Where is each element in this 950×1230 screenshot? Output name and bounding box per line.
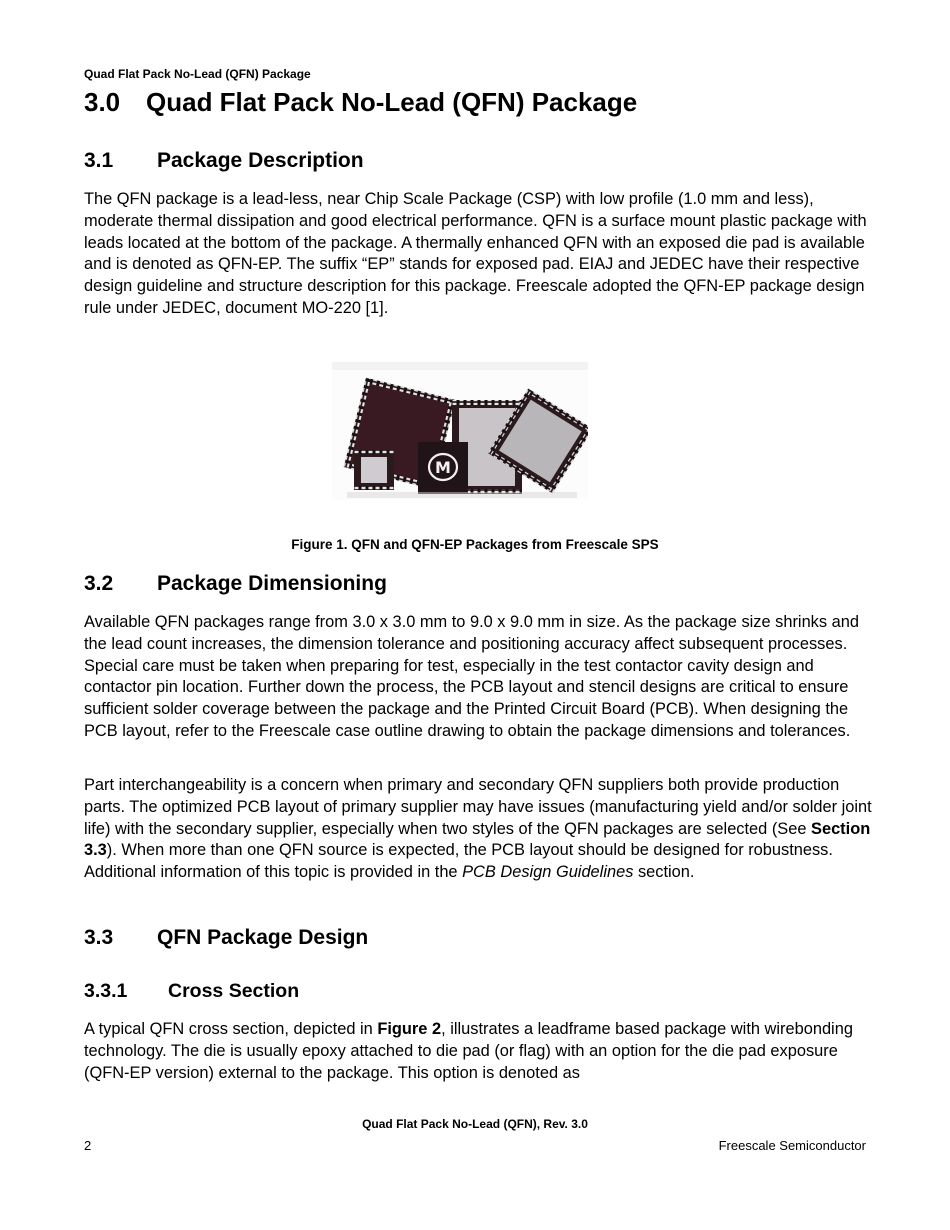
- section-title: Quad Flat Pack No-Lead (QFN) Package: [146, 87, 638, 117]
- section-title: Cross Section: [168, 980, 300, 1002]
- small-exposed-pad-package: [354, 450, 394, 490]
- section-number: 3.3: [84, 926, 114, 949]
- text-run: ). When more than one QFN source is expected, the PCB layout should be designed for robustness. Additional information of this topic is provided in the: [84, 841, 833, 882]
- footer-doc-title: Quad Flat Pack No-Lead (QFN), Rev. 3.0: [362, 1117, 588, 1131]
- section-title: Package Description: [157, 149, 364, 172]
- text-run: A typical QFN cross section, depicted in: [84, 1020, 378, 1038]
- section-3-0-heading: [84, 87, 637, 118]
- text-run: section.: [633, 863, 695, 882]
- section-3-1-heading: [84, 149, 364, 173]
- package-dimensioning-paragraph-2: [84, 775, 884, 884]
- section-3-3-1-heading: [84, 980, 299, 1003]
- logo-letter: M: [435, 458, 451, 477]
- running-header: Quad Flat Pack No-Lead (QFN) Package: [84, 67, 311, 81]
- section-3-2-heading: [84, 572, 387, 596]
- package-description-paragraph: The QFN package is a lead-less, near Chip Scale Package (CSP) with low profile (1.0 mm and less), moderate thermal dissipation and good electrical performance. QFN is a surface mount plastic package with leads located at the bottom of the package. A thermally enhanced QFN with an exposed die pad is available and is denoted as QFN-EP. The suffix “EP” stands for exposed pad. EIAJ and JEDEC have their respective design guideline and structure description for this package. Freescale adopted the QFN-EP package design rule under JEDEC, document MO-220 [1].: [84, 190, 867, 317]
- section-number: 3.2: [84, 572, 114, 595]
- package-dimensioning-paragraph-1: Available QFN packages range from 3.0 x 3.0 mm to 9.0 x 9.0 mm in size. As the package size shrinks and the lead count increases, the dimension tolerance and positioning accuracy affect subsequent processes. Special care must be taken when preparing for test, especially in the test contactor cavity design and contactor pin location. Further down the process, the PCB layout and stencil designs are critical to ensure sufficient solder coverage between the package and the Printed Circuit Board (PCB). When designing the PCB layout, refer to the Freescale case outline drawing to obtain the package dimensions and tolerances.: [84, 613, 859, 740]
- section-reference: Section 3.3: [84, 819, 871, 860]
- footer-page-number: 2: [84, 1138, 92, 1153]
- qfn-packages-figure: [332, 362, 588, 500]
- text-run: , illustrates a leadframe based package with wirebonding technology. The die is usually epoxy attached to die pad (or flag) with an option for the die pad exposure (QFN-EP version) external to the package. This option is denoted as: [84, 1020, 853, 1082]
- logo-package: [418, 442, 468, 494]
- figure-1-caption: Figure 1. QFN and QFN-EP Packages from Freescale SPS: [291, 537, 659, 552]
- figure-reference: Figure 2: [377, 1020, 442, 1038]
- section-title: Package Dimensioning: [157, 572, 387, 595]
- section-number: 3.3.1: [84, 980, 128, 1002]
- section-number: 3.1: [84, 149, 114, 172]
- section-title: QFN Package Design: [157, 926, 369, 949]
- section-number: 3.0: [84, 87, 121, 117]
- cross-section-paragraph: [84, 1019, 884, 1084]
- section-3-3-heading: [84, 926, 368, 950]
- text-run: Part interchangeability is a concern when primary and secondary QFN suppliers both provide production parts. The optimized PCB layout of primary supplier may have issues (manufacturing yield and/or solder joint life) with the secondary supplier, especially when two styles of the QFN packages are selected (See: [84, 776, 872, 838]
- footer-company: Freescale Semiconductor: [718, 1138, 866, 1153]
- guideline-reference: PCB Design Guidelines: [462, 863, 634, 882]
